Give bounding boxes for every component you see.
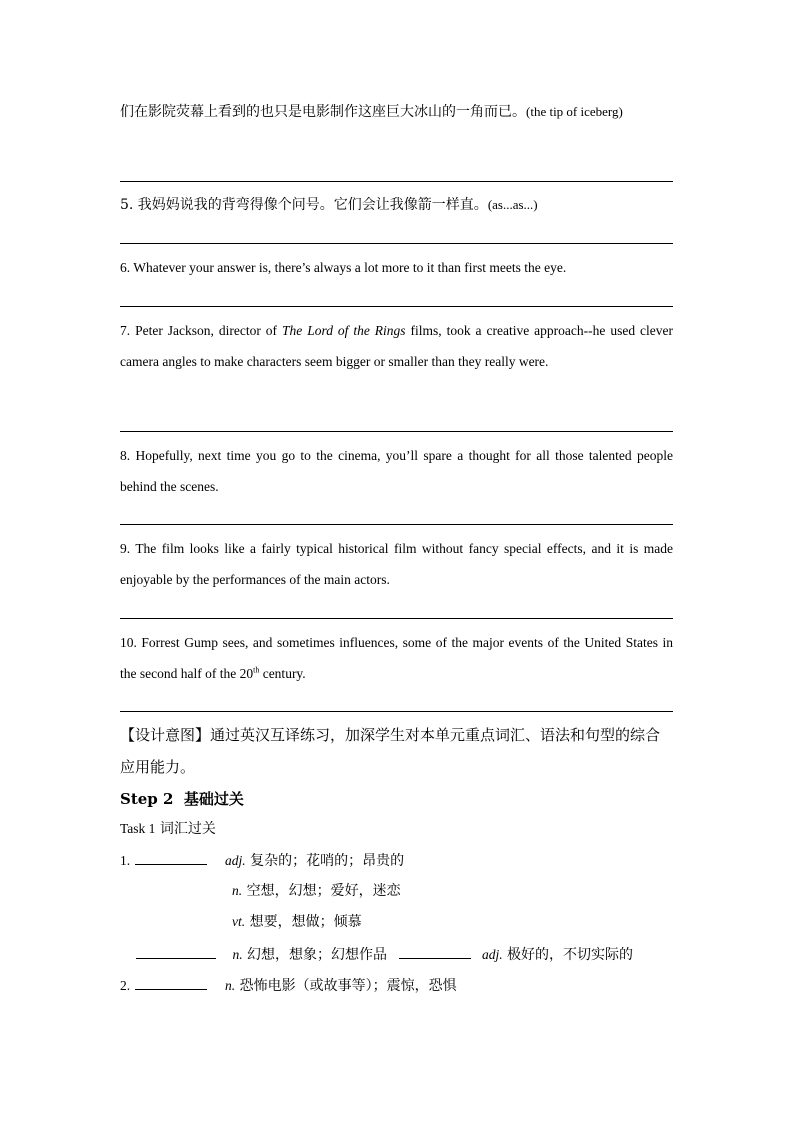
vocab-1b-pos: n. [232,883,243,898]
vocab-1b [232,881,401,901]
item-10-post: century. [259,666,306,681]
vocab-2-pos: n. [225,978,236,993]
vocab-1-def: 复杂的；花哨的；昂贵的 [250,853,405,869]
answer-line-8[interactable] [120,524,673,525]
vocab-1 [120,850,404,871]
vocab-2-num: 2. [120,978,131,993]
vocab-1c-pos: vt. [232,914,246,929]
vocab-1e-def: 极好的，不切实际的 [507,947,634,963]
vocab-1d [136,944,633,965]
item-10-pre: 10. Forrest Gump sees, and sometimes influences, some of the major events of the United States in the second half of the 20 [120,635,673,681]
vocab-1b-def: 空想，幻想；爱好，迷恋 [246,883,401,899]
document-page [120,0,673,1123]
item-4-text: 们在影院荧幕上看到的也只是电影制作这座巨大冰山的一角而已。 [120,104,526,120]
vocab-1d-def: 幻想，想象；幻想作品 [247,947,388,963]
task-1-heading [120,819,216,839]
step-2-heading [120,789,244,809]
item-4-hint: (the tip of iceberg) [526,104,623,119]
item-4 [120,96,673,128]
vocab-2 [120,975,457,996]
item-8: 8. Hopefully, next time you go to the cinema, you’ll spare a thought for all those talented people behind the scenes. [120,448,673,494]
item-7-post: films, took a creative approach--he used clever camera angles to make characters seem bigger or smaller than they really were. [120,323,673,369]
design-intent: 【设计意图】通过英汉互译练习，加深学生对本单元重点词汇、语法和句型的综合应用能力。 [120,726,661,776]
item-5 [120,189,673,221]
answer-line-9[interactable] [120,618,673,619]
answer-line-4[interactable] [120,181,673,182]
answer-line-6[interactable] [120,306,673,307]
step-2-label: Step 2 [120,790,174,808]
vocab-1-pos: adj. [225,853,246,868]
item-7 [120,315,673,377]
task-1-title: 词汇过关 [159,821,216,837]
item-10 [120,627,673,689]
vocab-1e-pos: adj. [481,947,503,962]
answer-line-5[interactable] [120,243,673,244]
vocab-1-num: 1. [120,853,131,868]
step-2-title: 基础过关 [183,790,244,808]
item-9: 9. The film looks like a fairly typical historical film without fancy special effects, and it is made enjoyable by the performances of the main actors. [120,541,673,587]
vocab-2-def: 恐怖电影（或故事等）；震惊，恐惧 [239,978,457,994]
item-7-pre: 7. Peter Jackson, director of [120,323,282,338]
item-5-text: 5. 我妈妈说我的背弯得像个问号。它们会让我像箭一样直。 [120,197,488,213]
vocab-1c [232,912,362,932]
vocab-2-blank[interactable] [135,975,207,990]
vocab-1c-def: 想要，想做；倾慕 [249,914,362,930]
vocab-1d-blank[interactable] [136,944,216,959]
item-7-film-title: The Lord of the Rings [281,323,406,338]
answer-line-7[interactable] [120,431,673,432]
answer-line-10[interactable] [120,711,673,712]
item-10-sup: th [253,665,260,675]
item-6: 6. Whatever your answer is, there’s always a lot more to it than first meets the eye. [120,260,567,275]
task-1-label: Task 1 [120,821,156,836]
vocab-1e-blank[interactable] [399,944,471,959]
item-5-hint: (as...as...) [487,197,538,212]
vocab-1d-pos: n. [232,947,243,962]
vocab-1-blank[interactable] [135,850,207,865]
